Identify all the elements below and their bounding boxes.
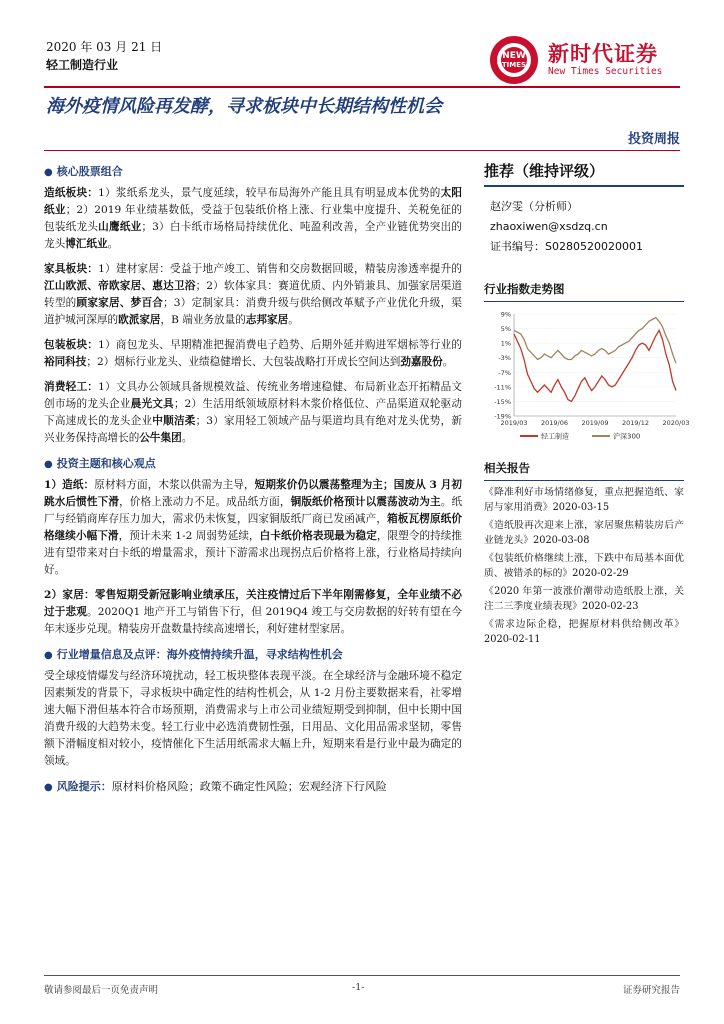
related-report-item[interactable]: 《造纸股再次迎来上涨，家居聚焦精装房后产业链龙头》2020-03-08 (484, 520, 684, 546)
chart-heading: 行业指数走势图 (484, 282, 565, 296)
series-line-1 (514, 318, 676, 364)
page-number: -1- (352, 982, 365, 993)
body-text: ；2）生活用纸领域原材料木浆价格低位、产品渠道双轮驱动下高速成长的龙头企业 (44, 398, 463, 427)
y-tick-label: 5% (500, 325, 511, 334)
y-tick-label: 1% (500, 339, 511, 348)
body-text: 1）文具办公领域具备规模效益、传统业务增速稳健、布局新业态开拓精品文创市场的龙头企业 (44, 381, 463, 410)
body-text: ，预计未来 1-2 周弱势延续， (118, 530, 260, 542)
logo-badge-top: NEW (502, 51, 526, 61)
para-furniture (44, 261, 462, 329)
report-title: 海外疫情风险再发酵，寻求板块中长期结构性机会 (46, 96, 442, 117)
emphasis-text: 顾家家居、梦百合 (76, 297, 164, 309)
section-label: 核心股票组合 (56, 165, 123, 178)
body-text: ，B 端业务放量的 (160, 314, 246, 326)
body-text: 。 (181, 432, 193, 444)
para-theme-paper (44, 477, 462, 579)
logo-badge-bottom: TIMES (501, 61, 527, 69)
emphasis-text: 中顺洁柔 (152, 415, 196, 427)
emphasis-text: 欧派家居 (118, 314, 161, 326)
body-text: ；3）白卡纸市场格局持续优化、吨盈利改善，全产业链优势突出的龙头 (44, 221, 463, 250)
emphasis-text: 箱板瓦楞原纸价格继续小幅下滑 (44, 513, 462, 542)
y-tick-label: -15% (494, 397, 511, 406)
chart-divider (484, 301, 684, 302)
body-text: ，限塑令的持续推进有望带来对白卡纸的增量需求，预计下游需求出现拐点后价格将上涨，行业格局持续向好。 (44, 530, 463, 576)
y-tick-label: -3% (498, 354, 511, 363)
series-line-0 (514, 330, 676, 401)
report-date: 2020 年 03 月 21 日 (46, 40, 163, 54)
emphasis-text: 消费轻工： (44, 381, 99, 393)
emphasis-text: 太阳纸业 (44, 187, 463, 216)
body-text: 。2020Q1 地产开工与销售下行，但 2019Q4 竣工与交房数据的好转有望在今年末逐步兑现。精装房开盘数量持续高速增长，利好建材型家居。 (44, 606, 463, 635)
y-tick-label: -7% (498, 368, 511, 377)
header-divider (44, 86, 680, 88)
analyst-info (484, 197, 684, 257)
para-consumer (44, 379, 462, 447)
related-divider (484, 480, 684, 481)
index-trend-chart (484, 306, 690, 446)
section-industry-info (44, 646, 462, 664)
section-risk (44, 778, 462, 796)
related-report-item[interactable]: 《2020 年第一波涨价潮带动造纸股上涨，关注二三季度业绩表现》2020-02-23 (484, 586, 684, 612)
body-text: ；3）定制家具：消费升级与供给侧改革赋予产业优化升级，渠道护城河深厚的 (44, 297, 463, 326)
body-text: 1）建材家居：受益于地产竣工、销售和交房数据回暖，精装房渗透率提升的 (98, 263, 463, 275)
emphasis-text: 造纸板块： (44, 187, 99, 199)
section-title: 海外疫情持续升温，寻求结构性机会 (166, 648, 343, 661)
main-content (44, 163, 462, 800)
bullet-icon: ● (44, 782, 53, 793)
y-tick-label: -11% (494, 383, 511, 392)
emphasis-text: 铜版纸价格预计以震荡波动为主 (290, 496, 441, 508)
section-label: 行业增量信息及点评： (56, 648, 167, 661)
section-label: 投资主题和核心观点 (56, 457, 156, 470)
emphasis-text: 劲嘉股份 (400, 356, 443, 368)
body-text: ；2）软体家具：赛道优质、内外销兼具、加强家居渠道转型的 (44, 280, 462, 309)
legend-label: 轻工制造 (541, 432, 569, 441)
emphasis-text: 1）造纸： (44, 479, 95, 491)
body-text: ；3）家用轻工领域产品与渠道均具有绝对龙头优势，新兴业务保持高增长的 (44, 415, 463, 444)
section-themes (44, 455, 462, 473)
related-report-item[interactable]: 《降准利好市场情绪修复，重点把握造纸、家居与家用消费》2020-03-15 (484, 487, 684, 513)
x-tick-label: 2020/03 (662, 419, 690, 427)
emphasis-text: 山鹰纸业 (98, 221, 142, 233)
related-report-item[interactable]: 《包装纸价格继续上涨，下跌中布局基本面优质、被错杀的标的》2020-02-29 (484, 553, 684, 579)
emphasis-text: 家具板块： (44, 263, 99, 275)
para-paper (44, 185, 462, 253)
section-label: 风险提示： (56, 780, 112, 793)
body-text: 。 (288, 314, 299, 326)
body-text: 原材料方面，木浆以供需为主导， (94, 479, 255, 491)
para-theme-furniture (44, 587, 462, 638)
body-text: 1）商包龙头、早期精准把握消费电子趋势、后期外延并购进军烟标等行业的 (98, 339, 463, 351)
y-tick-label: -19% (494, 412, 511, 421)
section-core-portfolio (44, 163, 462, 181)
emphasis-text: 零售短期受新冠影响业绩承压，关注疫情过后下半年刚需修复，全年业绩不必过于悲观 (44, 589, 462, 618)
x-tick-label: 2019/09 (581, 419, 609, 427)
logo-name-en: New Times Securities (548, 66, 663, 77)
analyst-email[interactable]: zhaoxiwen@xsdzq.cn (490, 220, 608, 233)
body-text: ；2）2019 年业绩基数低，受益于包装纸价格上涨、行业集中度提升、关税免征的包装纸龙头 (44, 204, 463, 233)
logo-emblem-icon (488, 34, 544, 86)
footer-disclaimer[interactable]: 敬请参阅最后一页免责声明 (44, 985, 159, 996)
emphasis-text: 白卡纸价格表现最为稳定 (259, 530, 377, 542)
body-text: 。 (442, 356, 454, 368)
emphasis-text: 短期浆价仍以震荡整理为主；国废从 3 月初跳水后惯性下滑 (44, 479, 463, 508)
para-packaging (44, 337, 462, 371)
bullet-icon: ● (44, 167, 53, 178)
footer-brand: 证券研究报告 (622, 985, 680, 996)
sidebar (484, 160, 690, 650)
emphasis-text: 江山欧派、帝欧家居、惠达卫浴 (44, 280, 196, 292)
industry-label: 轻工制造行业 (46, 58, 119, 72)
emphasis-text: 晨光文具 (130, 398, 174, 410)
body-text: ，价格上涨动力不足。成品纸方面， (119, 496, 291, 508)
report-type: 投资周报 (627, 132, 680, 147)
emphasis-text: 包装板块： (44, 339, 99, 351)
x-tick-label: 2019/06 (540, 419, 569, 427)
risk-text: 原材料价格风险；政策不确定性风险；宏观经济下行风险 (111, 780, 387, 793)
x-tick-label: 2019/12 (621, 419, 650, 427)
x-tick-label: 2019/03 (500, 419, 528, 427)
y-tick-label: 9% (500, 310, 511, 319)
legend-label: 沪深300 (613, 432, 641, 441)
logo-name-cn: 新时代证券 (548, 42, 658, 66)
emphasis-text: 公牛集团 (139, 432, 182, 444)
related-heading: 相关报告 (484, 461, 530, 475)
emphasis-text: 志邦家居 (245, 314, 289, 326)
footer-divider (44, 975, 680, 976)
rating: 推荐（维持评级） (484, 162, 605, 180)
related-report-item[interactable]: 《需求边际企稳，把握原材料供给侧改革》2020-02-11 (484, 619, 684, 645)
company-logo (488, 34, 688, 86)
title-divider (44, 150, 680, 151)
related-reports (484, 485, 684, 647)
emphasis-text: 博汇纸业 (65, 238, 108, 250)
emphasis-text: 裕同科技 (44, 356, 87, 368)
emphasis-text: 2）家居： (44, 589, 95, 601)
body-text: 。纸厂与经销商库存压力加大，需求仍未恢复，四家铜版纸厂商已发函减产， (44, 496, 463, 525)
analyst-cert: 证书编号：S0280520020001 (490, 240, 643, 253)
body-text: 。 (107, 238, 119, 250)
body-text: ；2）烟标行业龙头、业绩稳健增长、大包装战略打开成长空间达到 (86, 356, 401, 368)
bullet-icon: ● (44, 650, 53, 661)
analyst-name: 赵汐雯（分析师） (490, 200, 578, 213)
bullet-icon: ● (44, 459, 53, 470)
para-industry-info: 受全球疫情爆发与经济环境扰动，轻工板块整体表现平淡。在全球经济与金融环境不稳定因素频发的背景下，寻求板块中确定性的结构性机会，从 1-2 月份主要数据来看，社零增速大幅下滑但基本符合市场预期，消费需求与上市公司业绩短期受到抑制，但中长期中国消费升级的大趋势未变。轻工行业中必选消费韧性强，日用品、文化用品需求坚韧，零售额下滑幅度相对较小，疫情催化下生活用纸需求大幅上升，短期来看是行业中最为确定的领域。 (44, 670, 462, 767)
rating-divider (484, 185, 684, 187)
body-text: 1）浆纸系龙头，景气度延续，较早布局海外产能且具有明显成本优势的 (98, 187, 441, 199)
